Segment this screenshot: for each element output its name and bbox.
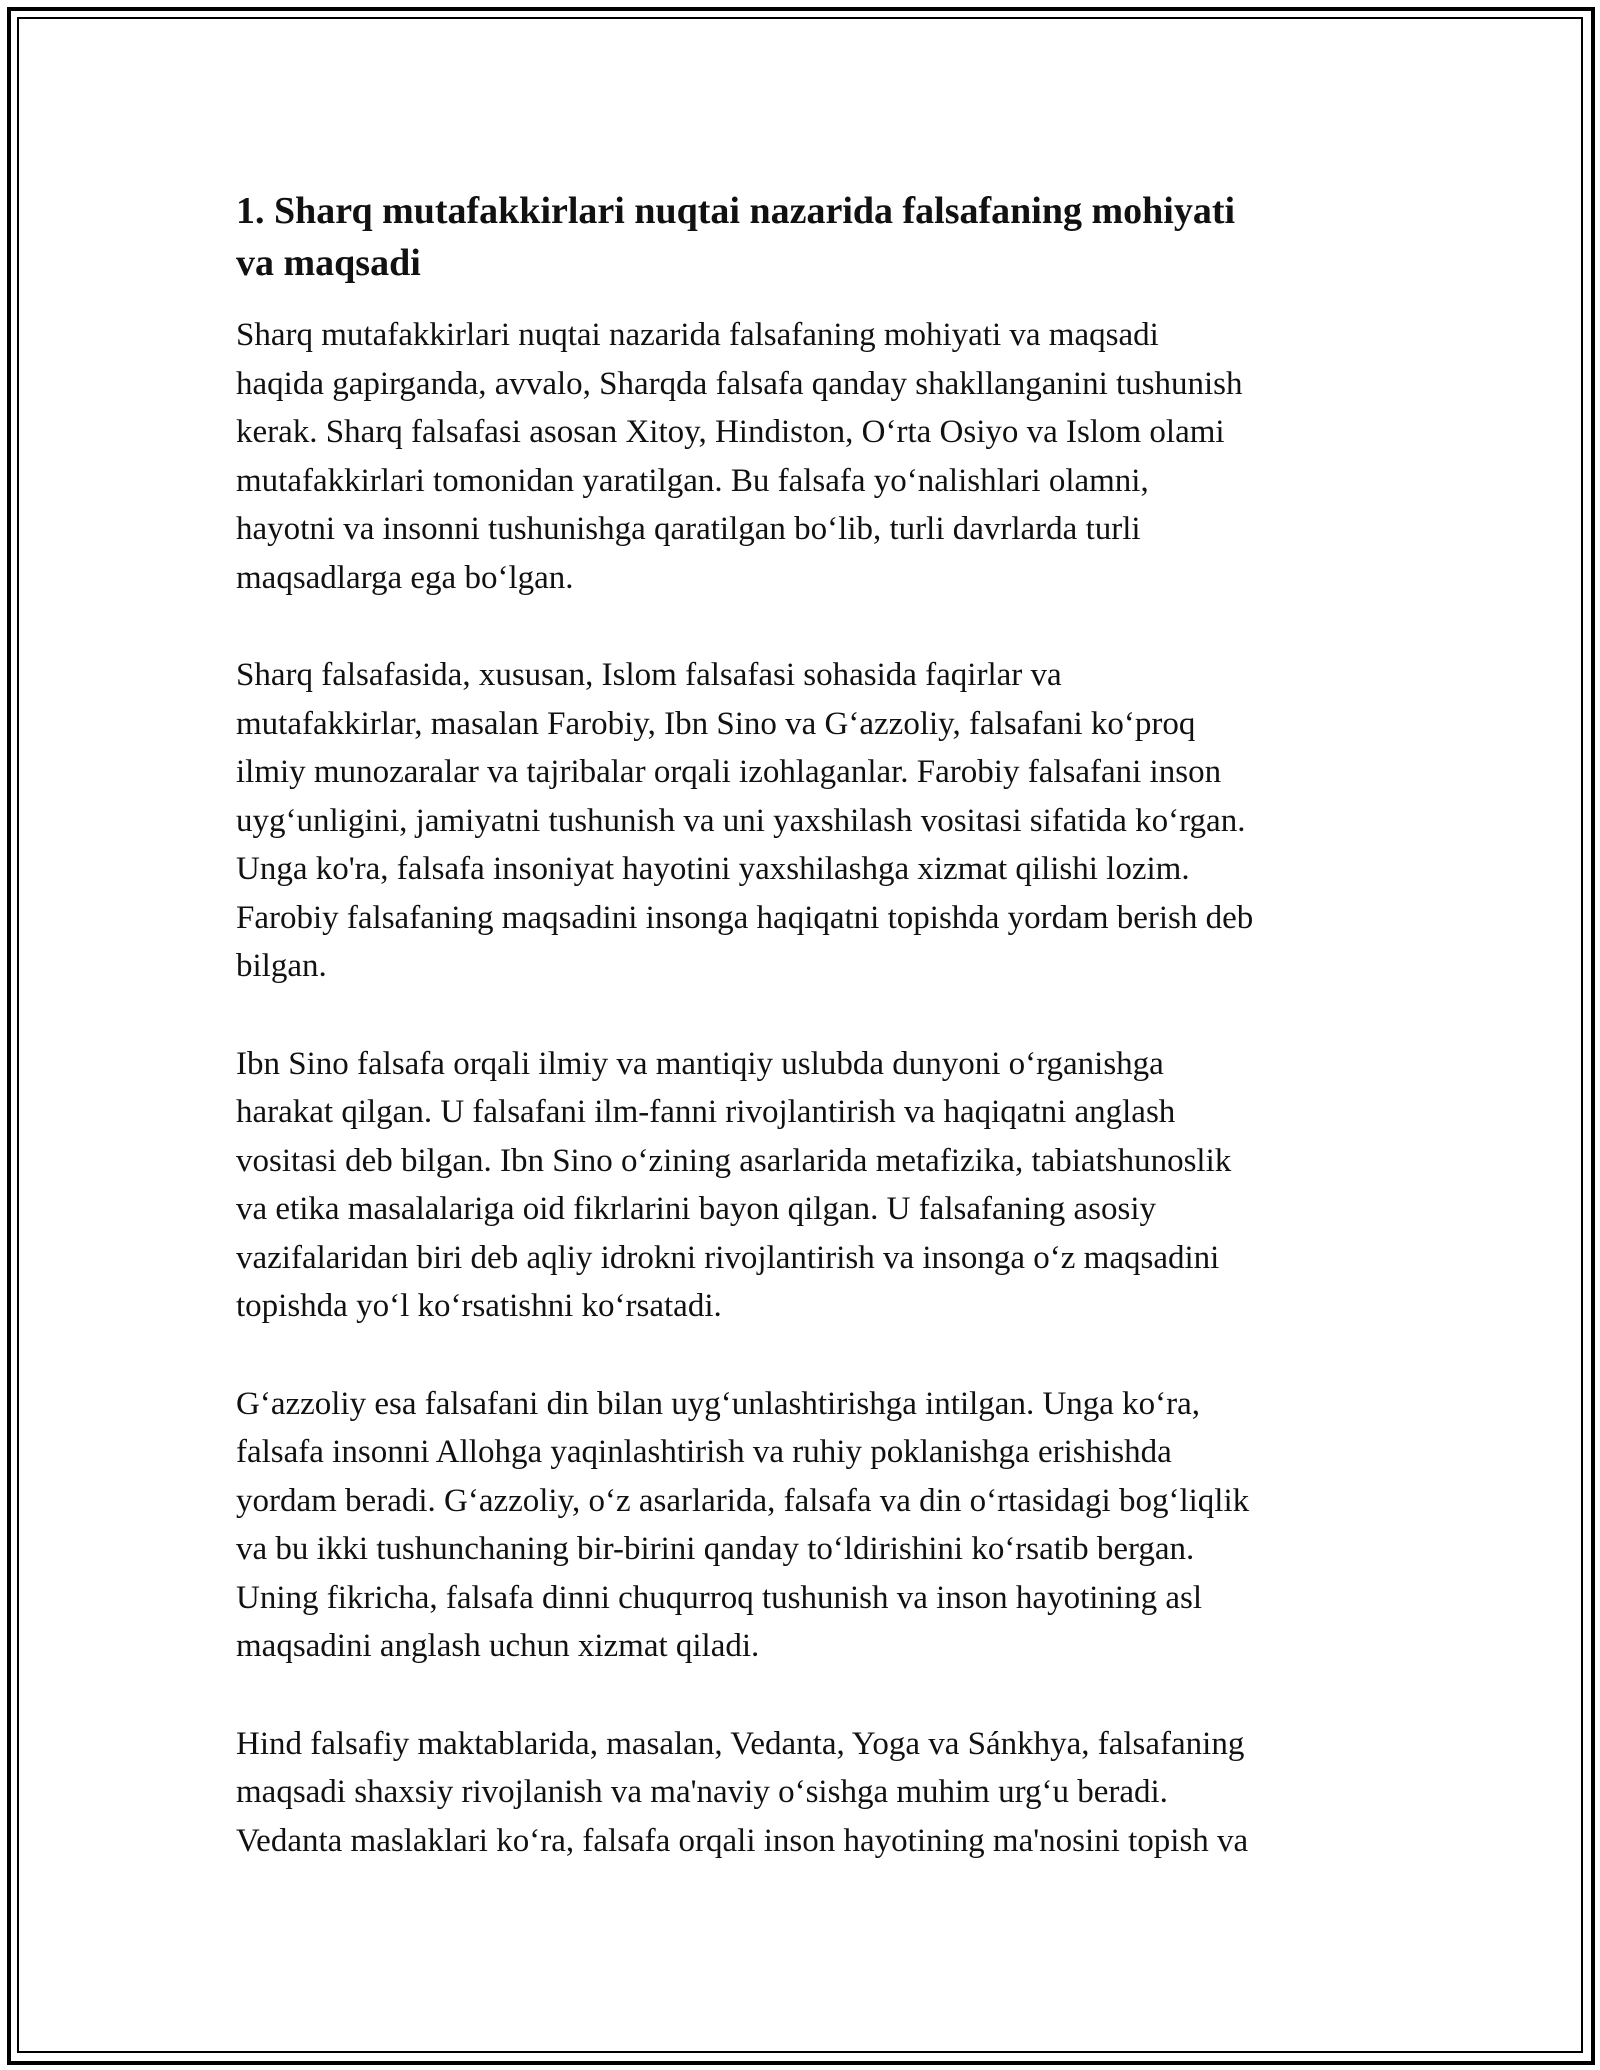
- text-line: mutafakkirlar, masalan Farobiy, Ibn Sino va G‘azzoliy, falsafani ko‘proq: [236, 705, 1196, 742]
- text-line: mutafakkirlari tomonidan yaratilgan. Bu falsafa yo‘nalishlari olamni,: [236, 462, 1149, 499]
- text-line: falsafa insonni Allohga yaqinlashtirish va ruhiy poklanishga erishishda: [236, 1434, 1172, 1470]
- paragraph: [236, 1380, 1386, 1671]
- text-line: bilgan.: [236, 948, 327, 984]
- text-line: uyg‘unligini, jamiyatni tushunish va uni yaxshilash vositasi sifatida ko‘rgan.: [236, 802, 1246, 839]
- text-line: kerak. Sharq falsafasi asosan Xitoy, Hindiston, O‘rta Osiyo va Islom olami: [236, 414, 1225, 450]
- text-line: Sharq falsafasida, xususan, Islom falsafasi sohasida faqirlar va: [236, 657, 1062, 693]
- paragraph: [236, 651, 1386, 991]
- text-line: Unga ko'ra, falsafa insoniyat hayotini yaxshilashga xizmat qilishi lozim.: [236, 851, 1190, 887]
- text-line: Farobiy falsafaning maqsadini insonga haqiqatni topishda yordam berish deb: [236, 899, 1254, 936]
- text-line: ilmiy munozaralar va tajribalar orqali izohlaganlar. Farobiy falsafani inson: [236, 754, 1222, 790]
- text-line: yordam beradi. G‘azzoliy, o‘z asarlarida, falsafa va din o‘rtasidagi bog‘liqlik: [236, 1482, 1250, 1519]
- text-line: G‘azzoliy esa falsafani din bilan uyg‘unlashtirishga intilgan. Unga ko‘ra,: [236, 1385, 1201, 1422]
- document-body: [236, 185, 1386, 1914]
- text-line: Vedanta maslaklari ko‘ra, falsafa orqali inson hayotining ma'nosini topish va: [236, 1822, 1249, 1859]
- text-line: va bu ikki tushunchaning bir-birini qanday to‘ldirishini ko‘rsatib bergan.: [236, 1531, 1195, 1567]
- title-line: 1. Sharq mutafakkirlari nuqtai nazarida falsafaning mohiyati: [236, 190, 1236, 232]
- text-line: Sharq mutafakkirlari nuqtai nazarida falsafaning mohiyati va maqsadi: [236, 317, 1159, 353]
- text-line: topishda yo‘l ko‘rsatishni ko‘rsatadi.: [236, 1288, 722, 1324]
- text-line: maqsadini anglash uchun xizmat qiladi.: [236, 1628, 760, 1664]
- text-line: vazifalaridan biri deb aqliy idrokni rivojlantirish va insonga o‘z maqsadini: [236, 1239, 1220, 1276]
- text-line: va etika masalalariga oid fikrlarini bayon qilgan. U falsafaning asosiy: [236, 1191, 1157, 1227]
- text-line: harakat qilgan. U falsafani ilm-fanni rivojlantirish va haqiqatni anglash: [236, 1094, 1176, 1130]
- text-line: Ibn Sino falsafa orqali ilmiy va mantiqiy uslubda dunyoni o‘rganishga: [236, 1045, 1164, 1082]
- text-line: Hind falsafiy maktablarida, masalan, Vedanta, Yoga va Sánkhya, falsafaning: [236, 1725, 1245, 1762]
- text-line: maqsadlarga ega bo‘lgan.: [236, 559, 574, 596]
- title-line: va maqsadi: [236, 242, 421, 284]
- paragraph: [236, 1040, 1386, 1331]
- paragraph: [236, 1720, 1386, 1866]
- section-title: [236, 185, 1386, 289]
- text-line: maqsadi shaxsiy rivojlanish va ma'naviy o‘sishga muhim urg‘u beradi.: [236, 1774, 1168, 1810]
- text-line: haqida gapirganda, avvalo, Sharqda falsafa qanday shakllanganini tushunish: [236, 365, 1243, 402]
- text-line: hayotni va insonni tushunishga qaratilgan bo‘lib, turli davrlarda turli: [236, 511, 1141, 547]
- text-line: Uning fikricha, falsafa dinni chuqurroq tushunish va inson hayotining asl: [236, 1579, 1202, 1616]
- text-line: vositasi deb bilgan. Ibn Sino o‘zining asarlarida metafizika, tabiatshunoslik: [236, 1142, 1232, 1179]
- paragraph: [236, 311, 1386, 602]
